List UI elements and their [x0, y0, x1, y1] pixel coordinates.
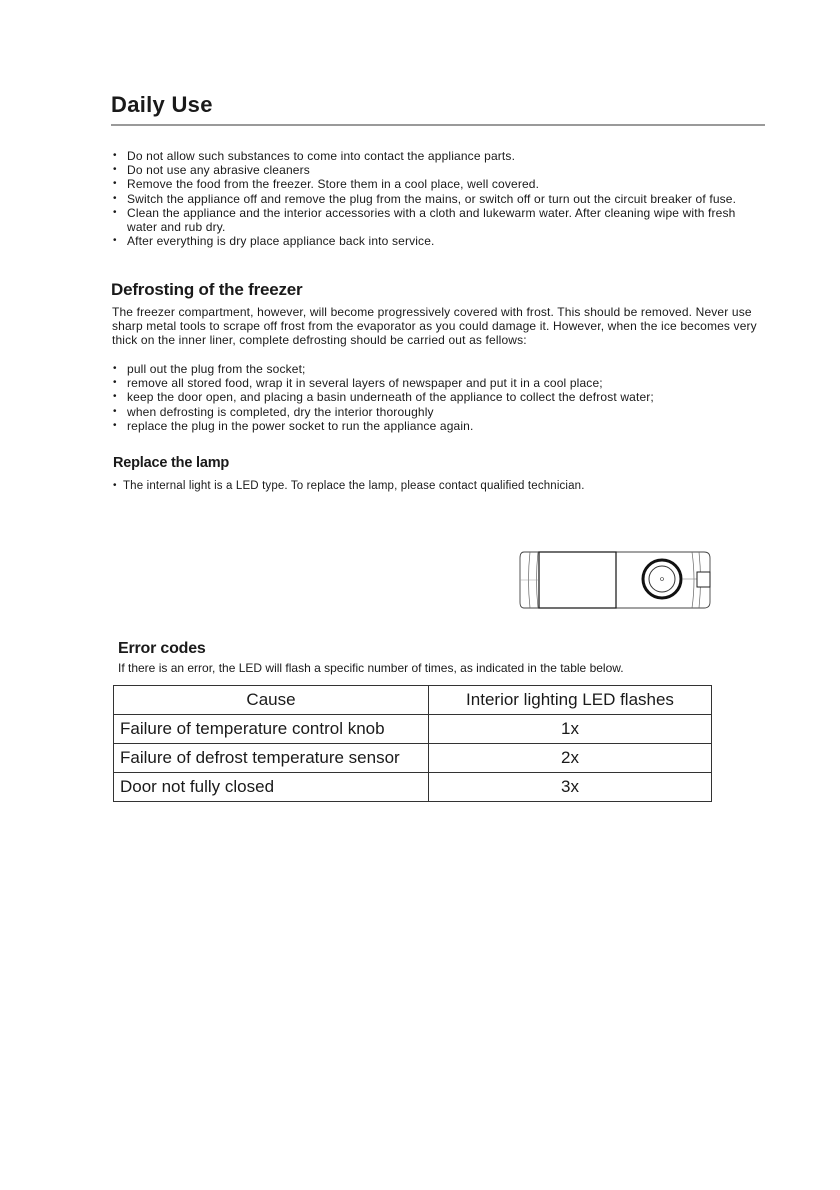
daily-use-list [112, 149, 764, 248]
list-item: • remove all stored food, wrap it in several layers of newspaper and put it in a cool place; [112, 376, 764, 390]
defrosting-steps-list [112, 362, 764, 433]
cause-cell: Failure of temperature control knob [114, 715, 429, 744]
table-header-row [114, 686, 712, 715]
error-codes-heading: Error codes [118, 640, 206, 657]
lamp-housing-illustration-icon [518, 548, 714, 612]
defrosting-heading: Defrosting of the freezer [111, 280, 303, 299]
list-item: • Clean the appliance and the interior accessories with a cloth and lukewarm water. After cleaning wipe with fresh water and rub dry. [112, 206, 764, 234]
list-item: • keep the door open, and placing a basin underneath of the appliance to collect the defrost water; [112, 390, 764, 404]
list-item: • Remove the food from the freezer. Store them in a cool place, well covered. [112, 177, 764, 191]
defrosting-intro: The freezer compartment, however, will become progressively covered with frost. This should be removed. Never use sharp metal tools to scrape off frost from the evaporator as you could damage it. However, when the ice becomes very thick on the inner liner, complete defrosting should be carried out as fellows: [112, 305, 757, 348]
cause-cell: Failure of defrost temperature sensor [114, 744, 429, 773]
replace-lamp-list [112, 479, 712, 493]
list-item: • Do not allow such substances to come into contact the appliance parts. [112, 149, 764, 163]
list-item: • pull out the plug from the socket; [112, 362, 764, 376]
column-header-cause: Cause [114, 686, 429, 715]
flashes-cell: 1x [429, 715, 712, 744]
flashes-cell: 3x [429, 773, 712, 802]
column-header-led-flashes: Interior lighting LED flashes [429, 686, 712, 715]
list-item: • Switch the appliance off and remove the plug from the mains, or switch off or turn out the circuit breaker of fuse. [112, 192, 764, 206]
table-row [114, 715, 712, 744]
list-item: • After everything is dry place appliance back into service. [112, 234, 764, 248]
list-item: • when defrosting is completed, dry the interior thoroughly [112, 405, 764, 419]
list-item: • The internal light is a LED type. To replace the lamp, please contact qualified technician. [112, 479, 712, 493]
error-codes-table [113, 685, 712, 802]
flashes-cell: 2x [429, 744, 712, 773]
list-item: • Do not use any abrasive cleaners [112, 163, 764, 177]
table-row [114, 744, 712, 773]
replace-lamp-heading: Replace the lamp [113, 455, 230, 471]
table-row [114, 773, 712, 802]
page-title: Daily Use [111, 92, 213, 117]
list-item: • replace the plug in the power socket to run the appliance again. [112, 419, 764, 433]
title-divider [111, 124, 765, 126]
cause-cell: Door not fully closed [114, 773, 429, 802]
error-codes-intro: If there is an error, the LED will flash a specific number of times, as indicated in the table below. [118, 661, 624, 675]
